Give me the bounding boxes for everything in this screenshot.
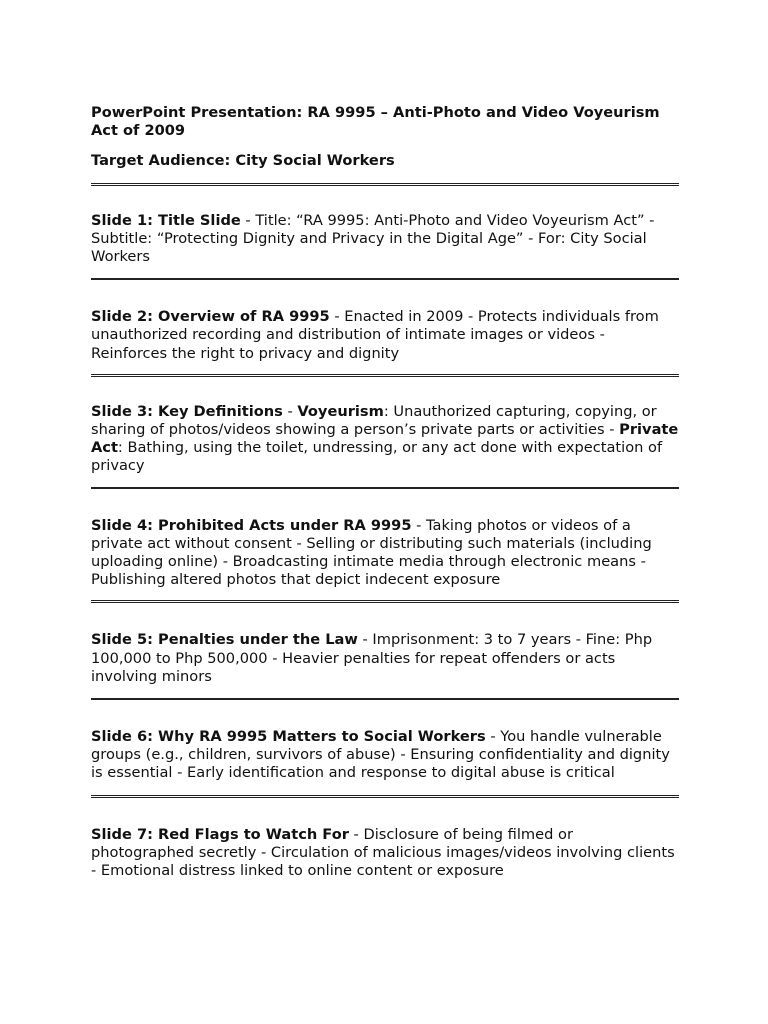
slide-2-heading: Slide 2: Overview of RA 9995 bbox=[91, 308, 330, 326]
slide-3-term-voyeurism: Voyeurism bbox=[297, 402, 384, 420]
slide-6-heading: Slide 6: Why RA 9995 Matters to Social Workers bbox=[91, 728, 486, 746]
slide-3-body-part-3: : Bathing, using the toilet, undressing, or any act done with expectation of privacy bbox=[91, 439, 663, 475]
separator bbox=[91, 600, 679, 603]
document-page bbox=[91, 104, 679, 880]
target-audience: Target Audience: City Social Workers bbox=[91, 152, 395, 170]
slide-3-body-part-2: : Unauthorized capturing, copying, or sharing of photos/videos showing a person’s private parts or activities - bbox=[91, 402, 657, 439]
slide-1-heading: Slide 1: Title Slide bbox=[91, 211, 241, 229]
slide-5-body: - Imprisonment: 3 to 7 years - Fine: Php 100,000 to Php 500,000 - Heavier penalties for repeat offenders or acts involving minors bbox=[91, 631, 653, 685]
slide-7-heading: Slide 7: Red Flags to Watch For bbox=[91, 825, 349, 843]
separator bbox=[91, 698, 679, 700]
separator bbox=[91, 278, 679, 280]
slide-5-paragraph bbox=[91, 631, 679, 686]
slide-1-paragraph bbox=[91, 212, 679, 267]
slide-7-body: - Disclosure of being filmed or photographed secretly - Circulation of malicious images/videos involving clients - Emotional distress linked to online content or exposure bbox=[91, 825, 675, 880]
slide-5-heading: Slide 5: Penalties under the Law bbox=[91, 631, 358, 649]
slide-3-term-private-act: Private Act bbox=[91, 421, 679, 457]
slide-6-body: - You handle vulnerable groups (e.g., children, survivors of abuse) - Ensuring confidentiality and dignity is essential - Early identification and response to digital abuse is critical bbox=[91, 728, 670, 782]
slide-7-paragraph bbox=[91, 826, 679, 881]
separator bbox=[91, 795, 679, 798]
separator bbox=[91, 374, 679, 377]
slide-3-paragraph bbox=[91, 403, 679, 476]
slide-3-body-part-1: - bbox=[282, 402, 298, 420]
slide-4-body: - Taking photos or videos of a private act without consent - Selling or distributing such materials (including uploading online) - Broadcasting intimate media through electronic means - Publishing altered photos that depict indecent exposure bbox=[91, 516, 652, 589]
slide-3-heading: Slide 3: Key Definitions bbox=[91, 402, 283, 420]
slide-2-body: - Enacted in 2009 - Protects individuals from unauthorized recording and distribution of intimate images or videos - Reinforces the right to privacy and dignity bbox=[91, 308, 659, 362]
separator bbox=[91, 183, 679, 186]
slide-2-paragraph bbox=[91, 308, 679, 363]
slide-6-paragraph bbox=[91, 728, 679, 783]
separator bbox=[91, 487, 679, 489]
slide-1-body: - Title: “RA 9995: Anti-Photo and Video Voyeurism Act” - Subtitle: “Protecting Dignity and Privacy in the Digital Age” - For: City Social Workers bbox=[91, 211, 655, 266]
slide-4-paragraph bbox=[91, 517, 679, 590]
slide-4-heading: Slide 4: Prohibited Acts under RA 9995 bbox=[91, 516, 412, 534]
document-title: PowerPoint Presentation: RA 9995 – Anti-Photo and Video Voyeurism Act of 2009 bbox=[91, 104, 660, 140]
